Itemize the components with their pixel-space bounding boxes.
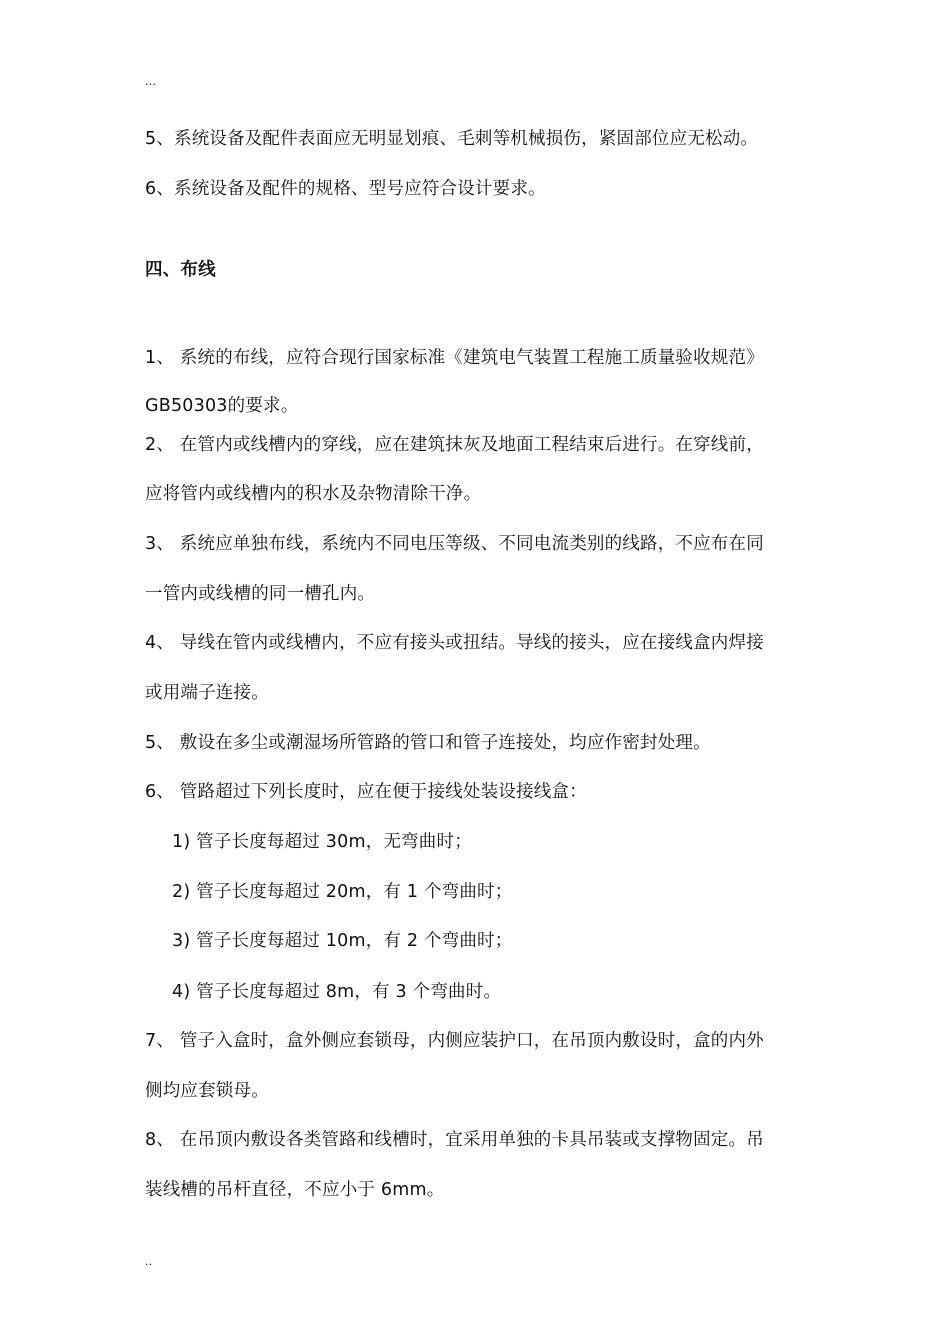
paragraph-line: GB50303的要求。 xyxy=(145,396,299,416)
sub-list-item: 2) 管子长度每超过 20m，有 1 个弯曲时； xyxy=(172,882,513,902)
paragraph-line: 3、 系统应单独布线，系统内不同电压等级、不同电流类别的线路，不应布在同 xyxy=(145,534,764,554)
footer-marker: .. xyxy=(145,1255,153,1268)
paragraph-line: 装线槽的吊杆直径，不应小于 6mm。 xyxy=(145,1180,445,1200)
paragraph-line: 4、 导线在管内或线槽内，不应有接头或扭结。导线的接头，应在接线盒内焊接 xyxy=(145,633,764,653)
paragraph-line: 或用端子连接。 xyxy=(145,683,269,703)
paragraph-line: 1、 系统的布线，应符合现行国家标准《建筑电气装置工程施工质量验收规范》 xyxy=(145,348,764,368)
paragraph-line: 侧均应套锁母。 xyxy=(145,1081,269,1101)
list-item: 5、系统设备及配件表面应无明显划痕、毛刺等机械损伤，紧固部位应无松动。 xyxy=(145,129,759,149)
paragraph-line: 2、 在管内或线槽内的穿线，应在建筑抹灰及地面工程结束后进行。在穿线前， xyxy=(145,435,764,455)
paragraph-line: 7、 管子入盒时，盒外侧应套锁母，内侧应装护口，在吊顶内敷设时，盒的内外 xyxy=(145,1031,764,1051)
paragraph-line: 应将管内或线槽内的积水及杂物清除干净。 xyxy=(145,484,482,504)
sub-list-item: 3) 管子长度每超过 10m，有 2 个弯曲时； xyxy=(172,931,513,951)
paragraph-line: 一管内或线槽的同一槽孔内。 xyxy=(145,584,376,604)
sub-list-item: 4) 管子长度每超过 8m，有 3 个弯曲时。 xyxy=(172,982,502,1002)
list-item: 6、系统设备及配件的规格、型号应符合设计要求。 xyxy=(145,179,546,199)
paragraph-line: 8、 在吊顶内敷设各类管路和线槽时，宜采用单独的卡具吊装或支撑物固定。吊 xyxy=(145,1130,764,1150)
sub-list-item: 1) 管子长度每超过 30m，无弯曲时； xyxy=(172,832,472,852)
section-title: 四、布线 xyxy=(145,260,216,280)
paragraph-line: 6、 管路超过下列长度时，应在便于接线处装设接线盒： xyxy=(145,782,587,802)
paragraph-line: 5、 敷设在多尘或潮湿场所管路的管口和管子连接处，均应作密封处理。 xyxy=(145,733,711,753)
header-marker: ... xyxy=(145,75,157,88)
